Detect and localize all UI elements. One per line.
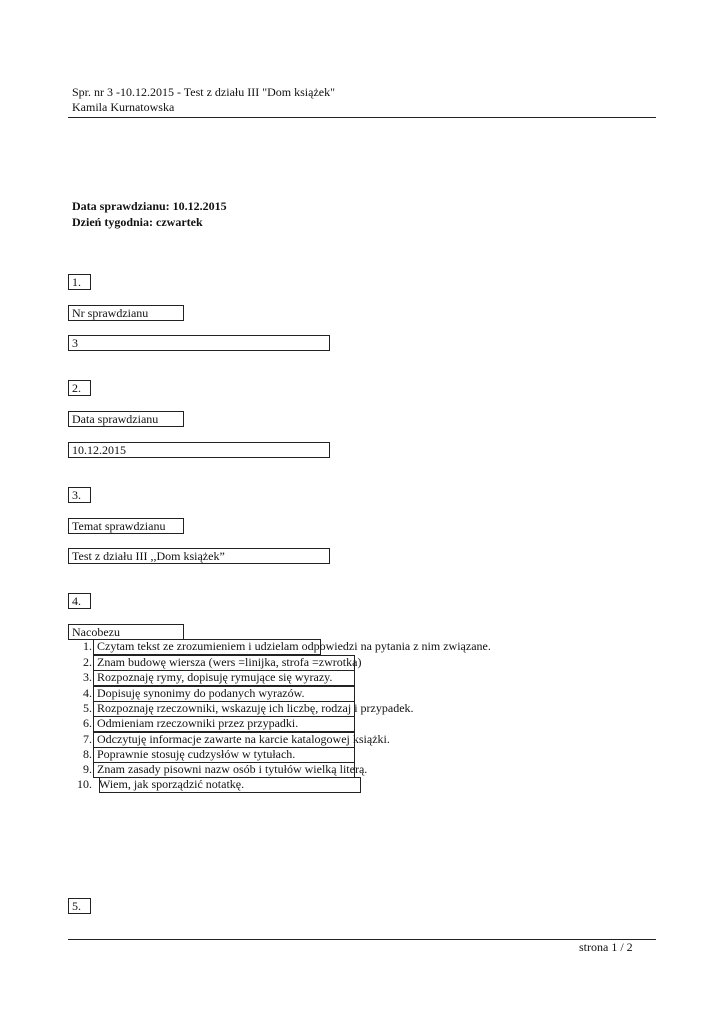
field-value: 10.12.2015 bbox=[68, 442, 330, 458]
list-item-number: 1. bbox=[83, 639, 92, 653]
list-item-text: Czytam tekst ze zrozumieniem i udzielam odpowiedzi na pytania z nim związane. bbox=[97, 639, 491, 653]
header-divider bbox=[68, 117, 656, 118]
section-number: 4. bbox=[68, 593, 91, 609]
field-label: Temat sprawdzianu bbox=[68, 518, 184, 534]
list-item-number: 8. bbox=[83, 747, 92, 761]
list-item-number: 9. bbox=[83, 762, 92, 776]
test-date: Data sprawdzianu: 10.12.2015 bbox=[72, 199, 227, 213]
header-author: Kamila Kurnatowska bbox=[72, 100, 175, 114]
list-item-text: Poprawnie stosuję cudzysłów w tytułach. bbox=[97, 747, 296, 761]
list-item-text: Rozpoznaję rzeczowniki, wskazuję ich liczbę, rodzaj i przypadek. bbox=[97, 701, 414, 715]
list-item-text: Wiem, jak sporządzić notatkę. bbox=[99, 777, 245, 791]
list-item-number: 10. bbox=[77, 777, 92, 791]
test-day: Dzień tygodnia: czwartek bbox=[72, 215, 203, 229]
field-label: Nacobezu bbox=[68, 624, 184, 640]
header-title: Spr. nr 3 -10.12.2015 - Test z działu III "Dom książek" bbox=[72, 85, 336, 99]
section-number: 1. bbox=[68, 274, 91, 290]
list-item-number: 6. bbox=[83, 716, 92, 730]
list-item-text: Znam zasady pisowni nazw osób i tytułów wielką literą. bbox=[97, 762, 368, 776]
list-item-text: Dopisuję synonimy do podanych wyrazów. bbox=[97, 686, 305, 700]
list-item-number: 5. bbox=[83, 701, 92, 715]
page-number: strona 1 / 2 bbox=[579, 940, 633, 954]
list-item-number: 7. bbox=[83, 732, 92, 746]
section-number: 3. bbox=[68, 487, 91, 503]
list-item-text: Odczytuję informacje zawarte na karcie katalogowej książki. bbox=[97, 732, 390, 746]
field-label: Nr sprawdzianu bbox=[68, 305, 184, 321]
list-item-text: Rozpoznaję rymy, dopisuję rymujące się wyrazy. bbox=[97, 670, 333, 684]
footer-divider bbox=[68, 939, 656, 940]
field-value: 3 bbox=[68, 335, 330, 351]
field-label: Data sprawdzianu bbox=[68, 411, 184, 427]
section-number: 5. bbox=[68, 898, 91, 914]
section-number: 2. bbox=[68, 380, 91, 396]
list-item-text: Znam budowę wiersza (wers =linijka, strofa =zwrotka) bbox=[97, 655, 362, 669]
field-value: Test z działu III ,,Dom książek” bbox=[68, 548, 330, 564]
list-item-text: Odmieniam rzeczowniki przez przypadki. bbox=[97, 716, 299, 730]
list-item-number: 4. bbox=[83, 686, 92, 700]
list-item-number: 3. bbox=[83, 670, 92, 684]
list-item-number: 2. bbox=[83, 655, 92, 669]
